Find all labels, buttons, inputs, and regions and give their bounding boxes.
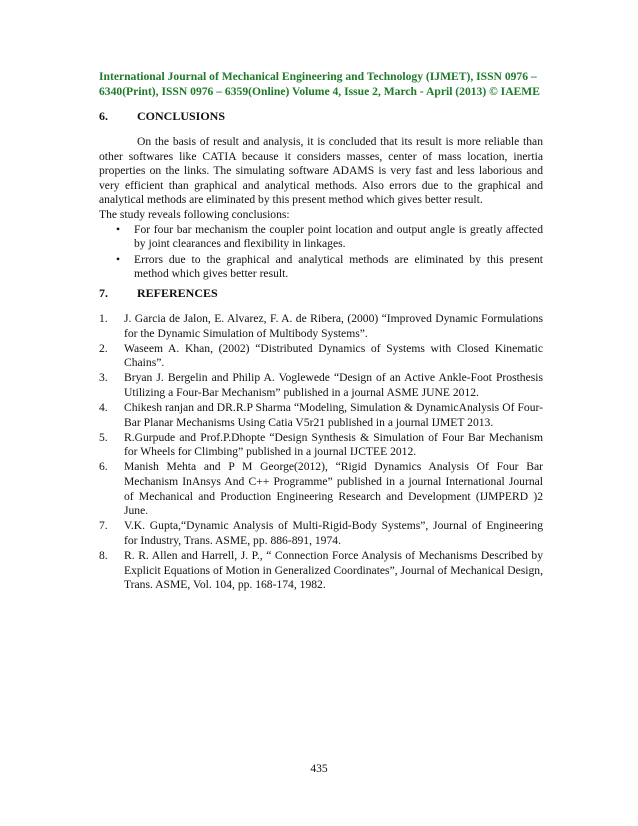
conclusions-intro: The study reveals following conclusions: xyxy=(99,207,290,221)
reference-text: Chikesh ranjan and DR.R.P Sharma “Modeling, Simulation & DynamicAnalysis Of Four-Bar Planar Mechanisms Using Catia V5r21 published in a journal IJMET 2013. xyxy=(124,401,543,429)
reference-text: Waseem A. Khan, (2002) “Distributed Dynamics of Systems with Closed Kinematic Chains”. xyxy=(124,341,543,370)
journal-header-line-1: International Journal of Mechanical Engineering and Technology (IJMET), ISSN 0976 – xyxy=(99,70,537,83)
journal-header-line-2: 6340(Print), ISSN 0976 – 6359(Online) Volume 4, Issue 2, March - April (2013) © IAEME xyxy=(99,84,540,98)
reference-number: 7. xyxy=(99,519,108,533)
reference-list xyxy=(99,312,543,593)
reference-number: 6. xyxy=(99,460,108,474)
reference-item xyxy=(99,371,543,400)
reference-item xyxy=(99,431,543,460)
reference-text: Bryan J. Bergelin and Philip A. Voglewede “Design of an Active Ankle-Foot Prosthesis Utilizing a Four-Bar Mechanism” published in a journal ASME JUNE 2012. xyxy=(124,371,543,399)
reference-item xyxy=(99,342,543,371)
reference-item xyxy=(99,312,543,341)
references-body xyxy=(99,312,543,593)
section-title: CONCLUSIONS xyxy=(137,109,226,123)
section-number: 7. xyxy=(99,286,108,300)
section-title: REFERENCES xyxy=(137,286,218,300)
bullet-item xyxy=(99,253,543,282)
bullet-marker: • xyxy=(116,252,121,266)
reference-text: R.Gurpude and Prof.P.Dhopte “Design Synthesis & Simulation of Four Bar Mechanism for Wheels for Climbing” published in a journal IJCTEE 2012. xyxy=(124,430,543,459)
conclusions-paragraph: On the basis of result and analysis, it is concluded that its result is more reliable than other softwares like CATIA because it considers masses, center of mass location, inertia properties on the links. The simulating software ADAMS is very fast and less laborious and very efficient than graphical and analytical methods. Also errors due to the graphical and analytical methods are eliminated by this present method which gives better result. xyxy=(99,135,543,207)
reference-number: 4. xyxy=(99,401,108,415)
reference-item xyxy=(99,549,543,593)
reference-number: 1. xyxy=(99,312,108,325)
reference-text: Manish Mehta and P M George(2012), “Rigid Dynamics Analysis Of Four Bar Mechanism InAnsys And C++ Programme” published in a journal International Journal of Mechanical and Production Engineering Research and Development (IJMPERD )2 June. xyxy=(124,460,543,518)
reference-number: 5. xyxy=(99,430,108,444)
bullet-text: For four bar mechanism the coupler point location and output angle is greatly affected by joint clearances and flexibility in linkages. xyxy=(134,222,543,251)
reference-item xyxy=(99,401,543,430)
reference-item xyxy=(99,519,543,548)
bullet-text: Errors due to the graphical and analytical methods are eliminated by this present method which gives better result. xyxy=(134,252,543,281)
section-number: 6. xyxy=(99,109,108,123)
bullet-marker: • xyxy=(116,222,121,236)
page-number: 435 xyxy=(310,763,328,775)
conclusions-bullet-list xyxy=(99,223,543,282)
bullet-item xyxy=(99,223,543,252)
conclusions-heading xyxy=(99,109,225,123)
conclusions-body xyxy=(99,135,543,283)
reference-number: 3. xyxy=(99,371,108,385)
reference-number: 2. xyxy=(99,341,108,355)
reference-text: R. R. Allen and Harrell, J. P., “ Connection Force Analysis of Mechanisms Described by Explicit Equations of Motion in Generalized Coordinates”, Journal of Mechanical Design, Trans. ASME, Vol. 104, pp. 168-174, 1982. xyxy=(124,549,543,592)
references-heading xyxy=(99,286,218,300)
reference-text: V.K. Gupta,“Dynamic Analysis of Multi-Rigid-Body Systems”, Journal of Engineering for Industry, Trans. ASME, pp. 886-891, 1974. xyxy=(124,519,543,547)
reference-number: 8. xyxy=(99,549,108,562)
reference-item xyxy=(99,460,543,518)
reference-text: J. Garcia de Jalon, E. Alvarez, F. A. de Ribera, (2000) “Improved Dynamic Formulations for the Dynamic Simulation of Multibody Systems”. xyxy=(124,312,543,340)
journal-header xyxy=(99,70,544,99)
